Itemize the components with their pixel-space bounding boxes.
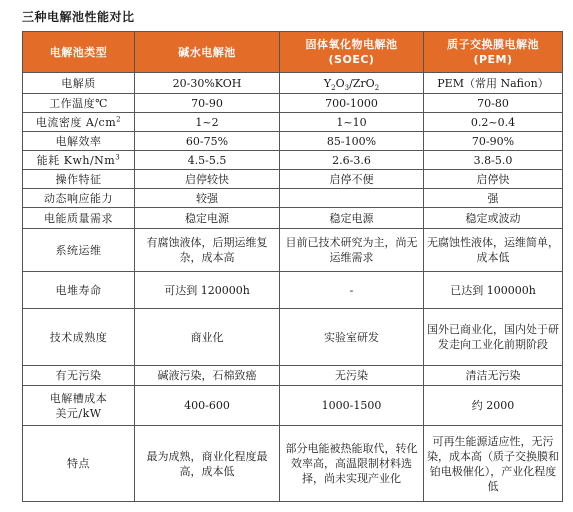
cell-pem: 可再生能源适应性，无污染，成本高（质子交换膜和铂电极催化），产业化程度低 [424,426,563,502]
header-soec [280,32,424,73]
row-label: 操作特征 [23,170,135,189]
table-row [23,229,563,272]
cell-soec: 85-100% [280,132,424,151]
row-label: 动态响应能力 [23,189,135,208]
cell-soec [280,189,424,208]
table-row [23,386,563,426]
table-row [23,309,563,366]
cell-pem: 启停快 [424,170,563,189]
table-row [23,151,563,170]
header-alkaline: 碱水电解池 [135,32,280,73]
cell-alkaline: 商业化 [135,309,280,366]
header-soec-line2: (SOEC) [328,53,375,66]
cell-soec: 1~10 [280,113,424,132]
cell-alkaline: 60-75% [135,132,280,151]
table-row [23,113,563,132]
cell-alkaline: 较强 [135,189,280,208]
cell-alkaline: 400-600 [135,386,280,426]
comparison-table [22,31,563,502]
cell-soec: 1000-1500 [280,386,424,426]
cell-alkaline: 稳定电源 [135,208,280,229]
row-label: 特点 [23,426,135,502]
row-label-line1: 电解槽成本 [49,391,108,405]
cell-pem: 稳定或波动 [424,208,563,229]
cell-soec: 目前已技术研究为主，尚无运维需求 [280,229,424,272]
cell-soec: 部分电能被热能取代，转化效率高，高温限制材料选择，尚未实现产业化 [280,426,424,502]
cell-alkaline: 启停较快 [135,170,280,189]
cell-soec: 稳定电源 [280,208,424,229]
row-label: 电解效率 [23,132,135,151]
row-label: 电堆寿命 [23,272,135,309]
cell-pem: 国外已商业化，国内处于研发走向工业化前期阶段 [424,309,563,366]
cell-soec: 实验室研发 [280,309,424,366]
row-label: 能耗 Kwh/Nm$^3$ [23,151,135,170]
cell-pem: 3.8-5.0 [424,151,563,170]
row-label: 电解质 [23,73,135,94]
table-row [23,208,563,229]
cell-alkaline: 可达到 120000h [135,272,280,309]
cell-soec: 700-1000 [280,94,424,113]
table-row [23,94,563,113]
row-label-line2: 美元/kW [55,406,102,420]
cell-alkaline: 最为成熟，商业化程度最高，成本低 [135,426,280,502]
header-pem-line1: 质子交换膜电解池 [447,38,539,51]
table-row [23,366,563,386]
table-row [23,132,563,151]
cell-soec: - [280,272,424,309]
row-label [23,386,135,426]
row-label: 工作温度℃ [23,94,135,113]
cell-alkaline: 有腐蚀液体，后期运维复杂，成本高 [135,229,280,272]
cell-pem: 70-80 [424,94,563,113]
header-pem-line2: (PEM) [473,53,513,66]
cell-alkaline: 1~2 [135,113,280,132]
table-row [23,426,563,502]
table-row [23,73,563,94]
cell-soec: 2.6-3.6 [280,151,424,170]
cell-pem: 无腐蚀性液体，运维简单，成本低 [424,229,563,272]
row-label: 有无污染 [23,366,135,386]
cell-pem: 0.2~0.4 [424,113,563,132]
cell-soec: $Y_2O_3/ZrO_2$ [280,73,424,94]
header-type: 电解池类型 [23,32,135,73]
cell-soec: 无污染 [280,366,424,386]
cell-pem: 清洁无污染 [424,366,563,386]
document-title: 三种电解池性能对比 [22,10,135,24]
row-label: 技术成熟度 [23,309,135,366]
cell-pem: 已达到 100000h [424,272,563,309]
row-label: 系统运维 [23,229,135,272]
header-soec-line1: 固体氧化物电解池 [305,38,398,51]
table-row [23,189,563,208]
header-pem [424,32,563,73]
table-row [23,170,563,189]
row-label: 电流密度 $A/cm^2$ [23,113,135,132]
cell-alkaline: 4.5-5.5 [135,151,280,170]
cell-alkaline: 碱液污染，石棉致癌 [135,366,280,386]
cell-pem: PEM（常用 Nafion） [424,73,563,94]
cell-pem: 强 [424,189,563,208]
row-label: 电能质量需求 [23,208,135,229]
cell-alkaline: 20-30%KOH [135,73,280,94]
table-header-row [23,32,563,73]
cell-soec: 启停不便 [280,170,424,189]
cell-pem: 约 2000 [424,386,563,426]
cell-alkaline: 70-90 [135,94,280,113]
table-row [23,272,563,309]
cell-pem: 70-90% [424,132,563,151]
